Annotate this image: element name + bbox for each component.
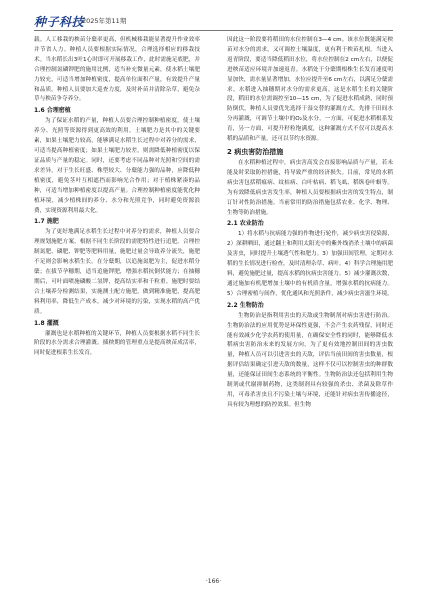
section-heading: 2 病虫害防治措施 — [227, 147, 284, 156]
left-column — [34, 36, 200, 359]
page-number: ·166· — [205, 578, 222, 585]
right-column — [227, 36, 393, 411]
issue-label: 2025年第11期 — [82, 17, 127, 25]
section-heading: 2.1 农业防治 — [227, 220, 264, 228]
journal-name: 种子科技 — [34, 15, 85, 29]
section-heading: 2.2 生物防治 — [227, 301, 264, 309]
section-heading: 1.7 施肥 — [34, 218, 59, 226]
paragraph: 载。人工移栽的秧苗分蘖率更高，但机械移栽能显著提升作业效率并节省人力。种植人员要根据实际情况，合理选择相应的移栽技术。当水稻长出3叶1心时即可开展移栽工作，此时需施足底肥，并合理控制氮磷钾肥的施用比例，适当补充微量元素，使水稻土壤肥力较充，可适当增加种植密度，提高单位面积产量，有效提升产量和品质。种植人员要加大巡查力度，及时补苗并清除杂草，避免杂草与秧苗争夺养分。 — [34, 37, 200, 103]
paragraph: 灌溉也是水稻种植的关键环节，种植人员要根据水稻不同生长阶段的水分需求合理灌溉。插秧期的管理重点是提高秧苗成活率，同时促进根系生长发育， — [34, 330, 200, 357]
header-rule — [34, 30, 393, 31]
page-header — [0, 0, 427, 40]
paragraph: 因此这一阶段要将稻田的水位控制在3—4 cm。该水位既能满足秧苗对水分的需求，又可调控土壤温度，更有利于秧苗扎根。当进入返青阶段，要适当降低稻田水位，将水位控制在2 cm左右，以便促进秧苗适应环境并加速返青。水稻处于分蘖期根株生长发育速度明显加快，需水量显著增加，水位应提升至6 cm左右，以满足分蘖需求。水稻进入抽穗期对水分的需求更高，这是水稻生长的关键阶段，稻田的水位需调控至10—15 cm，为了促进水稻成熟，同时预防倒伏，种植人员要优先选择干湿交替的灌溉方式，先排干田间水分再灌溉，可调节土壤中的O₂及水分，一方面，可促进水稻根系发育，另一方面，可提升籽粒饱满度，这种灌溉方式不仅可以提高水稻的品质和产量，还可以节约水资源。 — [227, 37, 393, 143]
paragraph: 在水稻种植过程中，病虫害高发会直接影响品质与产量，若未能及时采取防控措施，将导致严重的经济损失。目前，常见的水稻病虫害包括稻瘟病、纹枯病、白叶枯病、稻飞虱、稻纵卷叶螟等。为有效降低病虫害发生率，种植人员要根据病虫害的发生特点，制订针对性防治措施。当前常用的防治措施包括农业、化学、物理、生物等防治措施。 — [227, 159, 393, 216]
paragraph: 为了保证水稻的产量，种植人员要合理控制种植密度，使土壤养分、光照等资源得到更高效的利用。土壤肥力是其中的关键要素，如果土壤肥力较高，能够满足水稻生长过程中对养分的需求，可适当提高种植密度；如果土壤肥力较差，则需降低种植密度以保证品质与产量的稳定。同时，还要考虑不同品种对光照和空间的需求差异，对于生长旺盛、株型较大、分蘖能力强的品种，应降低种植密度，避免茎叶互相遮挡而影响光合作用；对于植株紧凑的品种，可适当增加种植密度以提高产量。合理控制种植密度能优化种植环境，减少植株间的养分、水分和光照竞争，同时避免资源浪费，实现资源利用最大化。 — [34, 118, 200, 214]
paragraph: 生物防治是指利用害虫的天敌或生物制剂对病虫害进行防治。生物防治法的应用优势是环保性更强，不会产生农药残留，同时还能有效减少化学农药的使用量，在确保安全性的同时，能够降低水稻病虫害防治未来的发展方向。为了更有效地控制田间的害虫数量，种植人员可以引进害虫的天敌，评估当前田间的害虫数量，根据评估结果确定引进天敌的数量，这样不仅可以控制害虫的种群数量，还能保证田间生态系统的平衡性。生物防治法还包括利用生物制剂或代谢抑制药物，这类制剂具有较强的杀虫、杀菌及除草作用，可毒杀害虫且不污染土壤与环境，还能针对病虫害传播途径，具有较为理想的防控效果。但生物 — [227, 312, 393, 408]
paragraph: 为了更好地满足水稻生长过程中对养分的需求，种植人员要合理规划施肥方案，根据不同生长阶段的需肥特性进行追肥。合理控制氮肥、磷肥、钾肥等肥料用量，施肥过量会导致养分流失，施肥不足则会影响水稻生长。在分蘖期，以追施氮肥为主，促进水稻分蘖；在拔节孕穗期，适当追施钾肥，增强水稻抗倒伏能力；在抽穗期后，可叶面喷施磷酸二氢钾，提高结实率和千粒重。施肥时要结合土壤养分检测结果，实施测土配方施肥，做到精准施肥，提高肥料利用率，降低生产成本，减少对环境的污染，实现水稻的高产优质。 — [34, 229, 200, 315]
paragraph: 1）将水稻与抗病能力强的作物进行轮作，减少病虫害侵染源，2）深耕晒田，通过翻土和利用太阳光中的紫外线消杀土壤中的病菌及害虫，同时提升土壤透气性和肥力。3）加强田间管理，定期对水稻的生长情况进行检查，及时清理杂草、病叶。4）科学合理施用肥料，避免施肥过量，提高水稻的抗病虫害能力。5）减少灌溉次数，通过施加有机肥增加土壤中的有机质含量，增强水稻的抗病能力。5）合理密植与间作，优化通风和光照条件，减少病虫害滋生环境。 — [227, 231, 393, 297]
section-heading: 1.8 灌溉 — [34, 319, 59, 327]
section-heading: 1.6 合理密植 — [34, 107, 71, 115]
